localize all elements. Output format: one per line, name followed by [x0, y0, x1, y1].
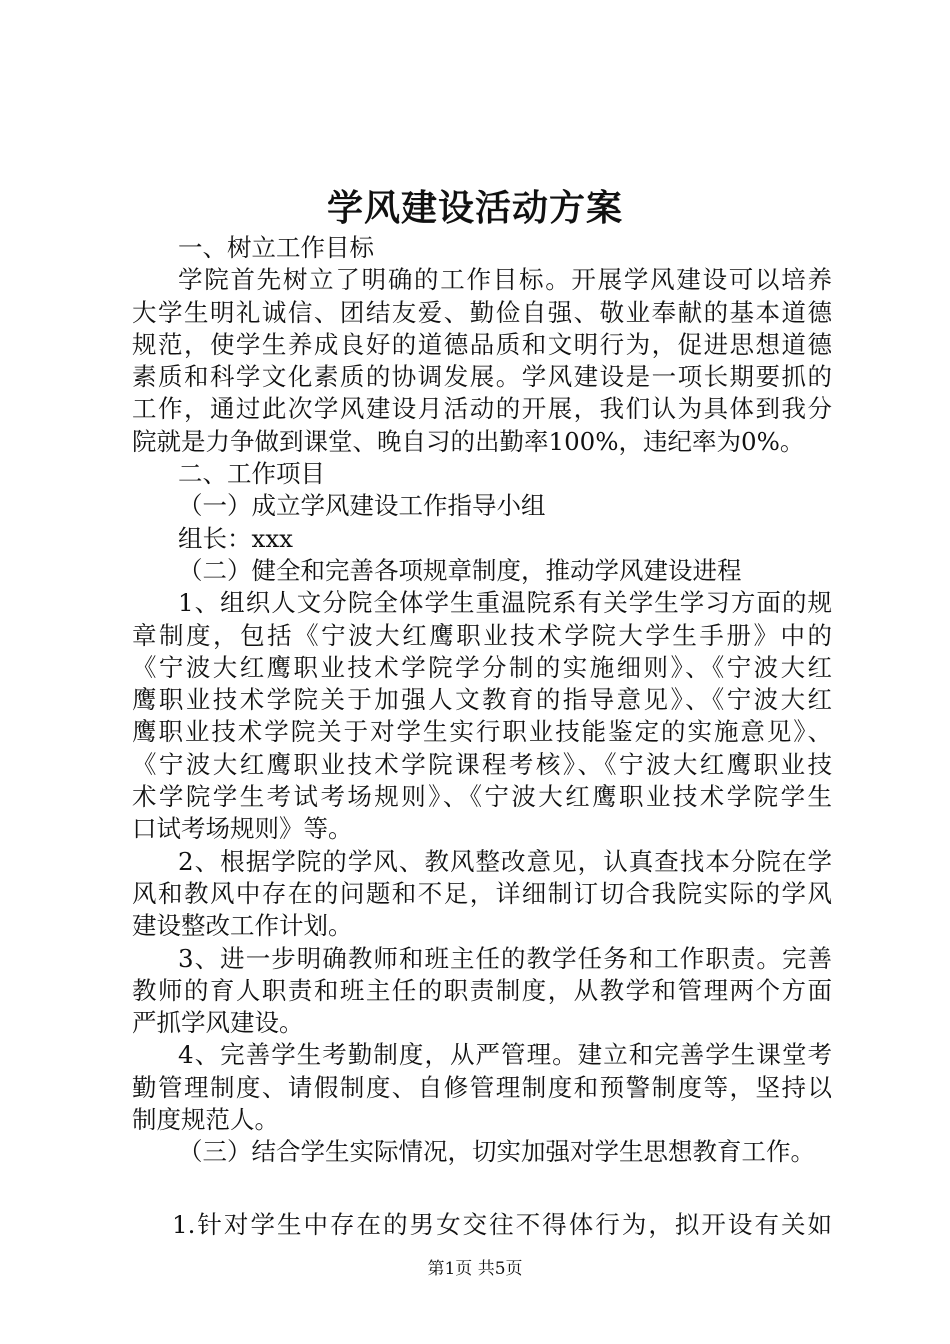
paragraph-line: 口试考场规则》等。 — [132, 814, 353, 844]
paragraph-line: 《宁波大红鹰职业技术学院学分制的实施细则》、《宁波大红 — [132, 652, 832, 682]
paragraph-line: 勤管理制度、请假制度、自修管理制度和预警制度等，坚持以 — [132, 1072, 832, 1102]
paragraph-line: 规范，使学生养成良好的道德品质和文明行为，促进思想道德 — [132, 329, 832, 359]
paragraph-line: 4、完善学生考勤制度，从严管理。建立和完善学生课堂考 — [178, 1040, 832, 1070]
paragraph-line: 制度规范人。 — [132, 1105, 279, 1135]
paragraph-line: 风和教风中存在的问题和不足，详细制订切合我院实际的学风 — [132, 878, 832, 908]
paragraph-line: 2、根据学院的学风、教风整改意见，认真查找本分院在学 — [178, 846, 832, 876]
paragraph-line: 鹰职业技术学院关于对学生实行职业技能鉴定的实施意见》、 — [132, 717, 832, 747]
paragraph-line: 大学生明礼诚信、团结友爱、勤俭自强、敬业奉献的基本道德 — [132, 297, 832, 327]
page-number-footer: 第1页 共5页 — [427, 1259, 523, 1279]
subsection-heading: （一）成立学风建设工作指导小组 — [178, 491, 546, 521]
paragraph-line: 建设整改工作计划。 — [132, 911, 353, 941]
paragraph-line: 鹰职业技术学院关于加强人文教育的指导意见》、《宁波大红 — [132, 685, 832, 715]
subsection-heading: （二）健全和完善各项规章制度，推动学风建设进程 — [178, 555, 742, 585]
document-title: 学风建设活动方案 — [326, 187, 623, 229]
paragraph-line: 组长：xxx — [178, 523, 293, 553]
paragraph-line: 3、进一步明确教师和班主任的教学任务和工作职责。完善 — [178, 943, 832, 973]
section-heading: 二、工作项目 — [178, 459, 325, 489]
paragraph-line: 教师的育人职责和班主任的职责制度，从教学和管理两个方面 — [132, 975, 832, 1005]
paragraph-line: 素质和科学文化素质的协调发展。学风建设是一项长期要抓的 — [132, 362, 832, 392]
paragraph-line: 《宁波大红鹰职业技术学院课程考核》、《宁波大红鹰职业技 — [132, 749, 832, 779]
paragraph-line: 工作，通过此次学风建设月活动的开展，我们认为具体到我分 — [132, 394, 832, 424]
subsection-heading: （三）结合学生实际情况，切实加强对学生思想教育工作。 — [178, 1137, 815, 1167]
paragraph-line: 院就是力争做到课堂、晚自习的出勤率100%，违纪率为0%。 — [132, 426, 805, 456]
paragraph-spacer — [132, 1169, 832, 1209]
paragraph-line: 严抓学风建设。 — [132, 1008, 304, 1038]
paragraph-line: 1、组织人文分院全体学生重温院系有关学生学习方面的规 — [178, 588, 832, 618]
document-body — [132, 232, 832, 1241]
paragraph-line: 术学院学生考试考场规则》、《宁波大红鹰职业技术学院学生 — [132, 782, 832, 812]
paragraph-line: 学院首先树立了明确的工作目标。开展学风建设可以培养 — [178, 265, 832, 295]
paragraph-line: 章制度，包括《宁波大红鹰职业技术学院大学生手册》中的 — [132, 620, 832, 650]
section-heading: 一、树立工作目标 — [178, 233, 374, 262]
paragraph-line: 1.针对学生中存在的男女交往不得体行为，拟开设有关如 — [172, 1209, 832, 1239]
